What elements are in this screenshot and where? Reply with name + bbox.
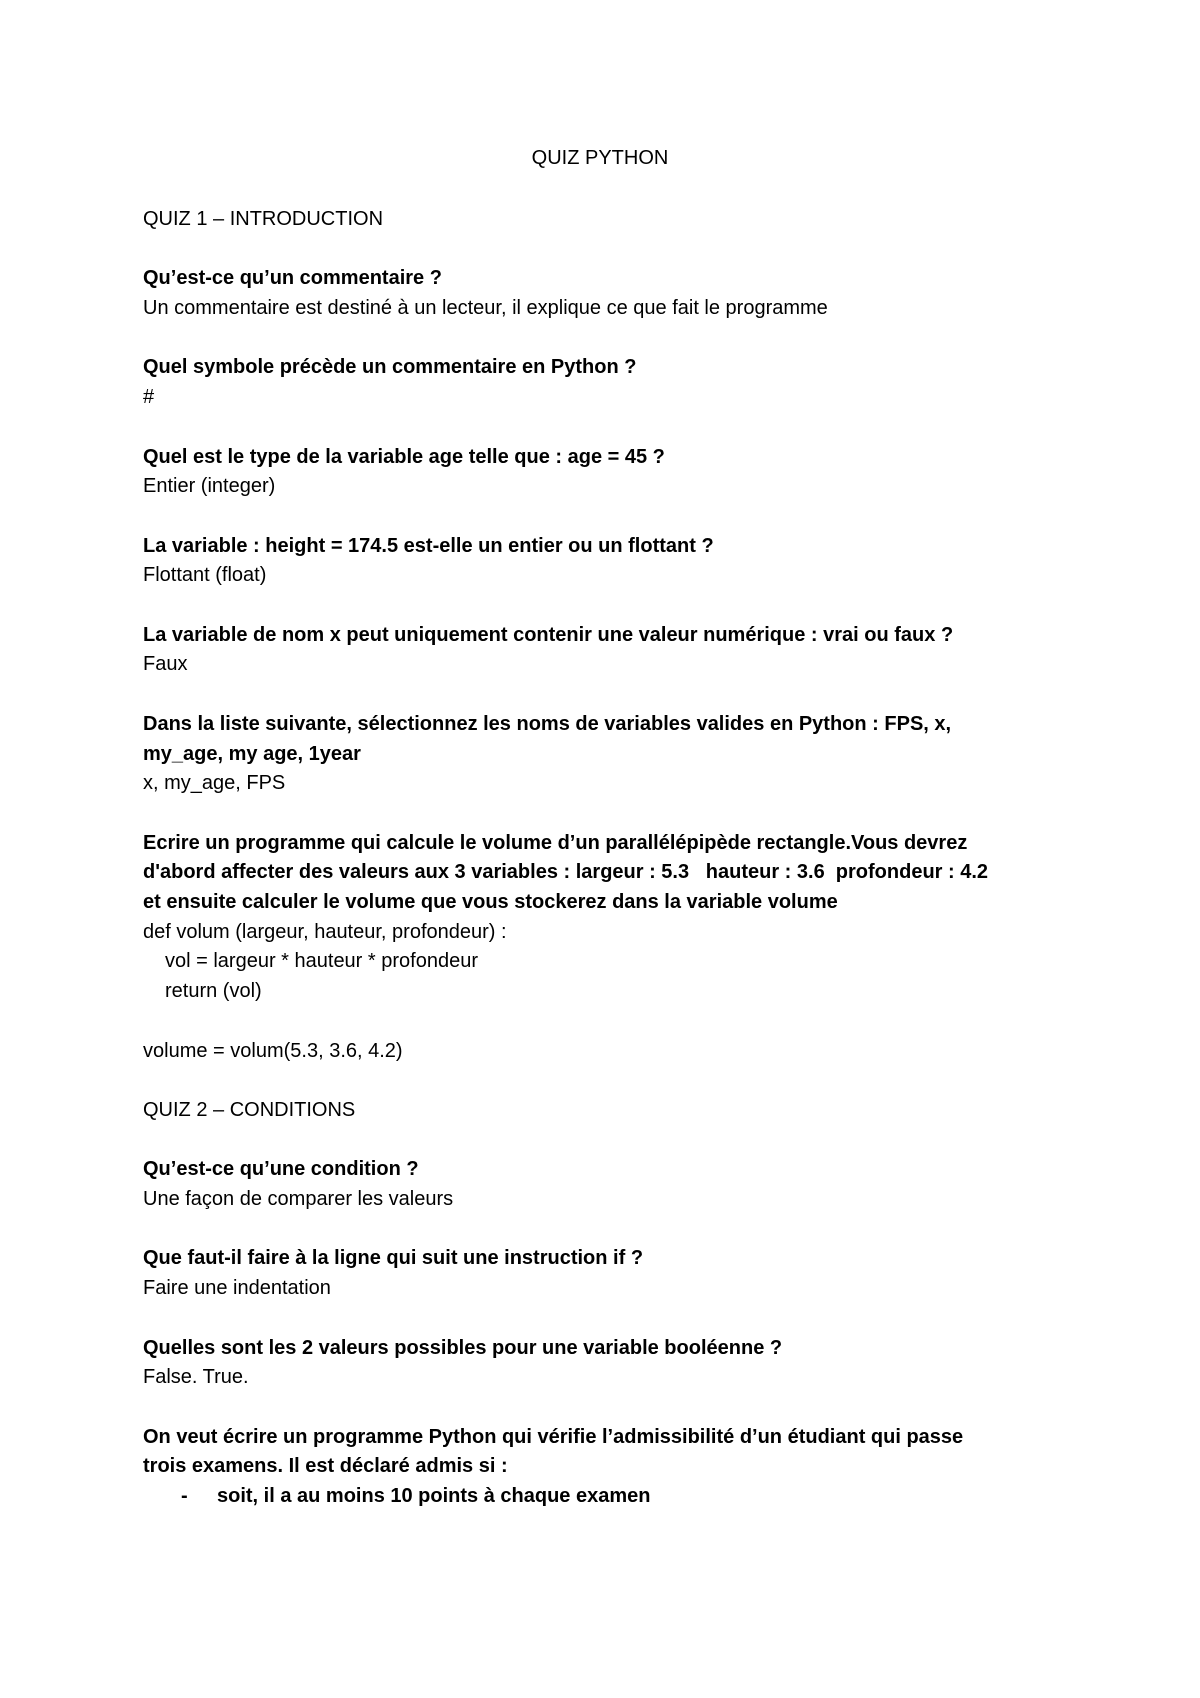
question-volume-line1: Ecrire un programme qui calcule le volume d’un parallélépipède rectangle.Vous devrez [143,831,968,854]
quiz2-heading: QUIZ 2 – CONDITIONS [143,1098,356,1121]
document-body [143,205,1063,1512]
question-age-type: Quel est le type de la variable age telle que : age = 45 ? [143,445,665,468]
answer-if-indent: Faire une indentation [143,1277,331,1300]
quiz1-heading: QUIZ 1 – INTRODUCTION [143,208,384,230]
bullet-item [143,1482,1063,1512]
bullet-text: soit, il a au moins 10 points à chaque examen [217,1485,651,1508]
document-title: QUIZ PYTHON [531,147,669,169]
question-volume-line3: et ensuite calculer le volume que vous stockerez dans la variable volume [143,891,838,914]
code-line-return: return (vol) [165,980,262,1003]
code-line-vol: vol = largeur * hauteur * profondeur [165,950,478,973]
answer-boolean: False. True. [143,1366,249,1389]
question-comment-symbol: Quel symbole précède un commentaire en Python ? [143,356,637,379]
code-line-def: def volum (largeur, hauteur, profondeur) : [143,920,507,943]
question-if-indent: Que faut-il faire à la ligne qui suit une instruction if ? [143,1247,644,1270]
question-admission-line1: On veut écrire un programme Python qui vérifie l’admissibilité d’un étudiant qui passe [143,1425,964,1448]
question-volume-line2: d'abord affecter des valeurs aux 3 variables : largeur : 5.3 hauteur : 3.6 profondeur : 4.2 [143,861,989,884]
code-line-volume-call: volume = volum(5.3, 3.6, 4.2) [143,1039,403,1062]
question-boolean: Quelles sont les 2 valeurs possibles pour une variable booléenne ? [143,1336,783,1359]
bullet-dash: - [181,1485,188,1508]
question-valid-names-line2: my_age, my age, 1year [143,742,361,765]
question-condition: Qu’est-ce qu’une condition ? [143,1158,419,1181]
question-height-type: La variable : height = 174.5 est-elle un entier ou un flottant ? [143,534,714,557]
answer-variable-x: Faux [143,653,188,676]
answer-age-type: Entier (integer) [143,475,276,498]
question-admission-line2: trois examens. Il est déclaré admis si : [143,1455,508,1478]
answer-condition: Une façon de comparer les valeurs [143,1188,454,1211]
answer-comment: Un commentaire est destiné à un lecteur, il explique ce que fait le programme [143,297,828,320]
answer-comment-symbol: # [143,386,155,409]
question-valid-names-line1: Dans la liste suivante, sélectionnez les noms de variables valides en Python : FPS, x, [143,712,952,735]
question-comment: Qu’est-ce qu’un commentaire ? [143,267,442,290]
answer-height-type: Flottant (float) [143,564,267,587]
answer-valid-names: x, my_age, FPS [143,772,286,795]
question-variable-x: La variable de nom x peut uniquement contenir une valeur numérique : vrai ou faux ? [143,623,954,646]
